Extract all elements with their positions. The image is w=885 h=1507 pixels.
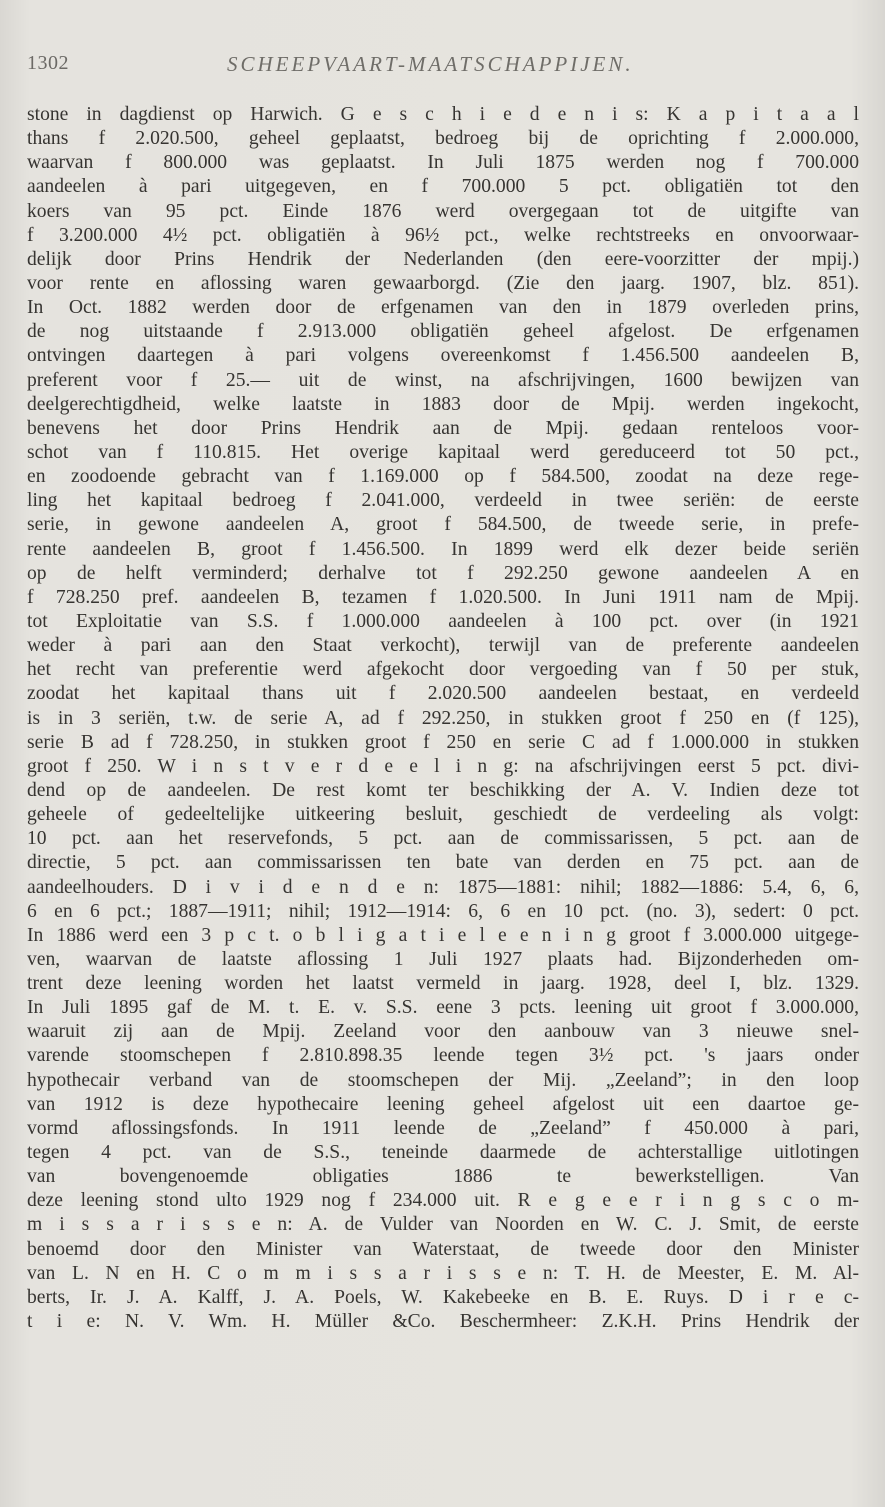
- text-line: en zoodoende gebracht van f 1.169.000 op f 584.500, zoodat na deze rege-: [27, 466, 859, 488]
- text-line: waarvan f 800.000 was geplaatst. In Juli 1875 werden nog f 700.000: [27, 152, 859, 174]
- text-line: delijk door Prins Hendrik der Nederlanden (den eere-voorzitter der mpij.): [27, 248, 859, 270]
- page-number: 1302: [27, 52, 69, 74]
- text-line: de nog uitstaande f 2.913.000 obligatiën geheel afgelost. De erfgenamen: [27, 321, 859, 343]
- text-line: het recht van preferentie werd afgekocht door vergoeding van f 50 per stuk,: [27, 659, 859, 681]
- text-line: geheele of gedeeltelijke uitkeering besluit, geschiedt de verdeeling als volgt:: [27, 804, 859, 826]
- text-line: stone in dagdienst op Harwich. G e s c h i e d e n i s: K a p i t a a l: [27, 104, 859, 125]
- text-line: weder à pari aan den Staat verkocht), terwijl van de preferente aandeelen: [27, 635, 859, 657]
- text-line: waaruit zij aan de Mpij. Zeeland voor den aanbouw van 3 nieuwe snel-: [27, 1021, 859, 1043]
- text-line: koers van 95 pct. Einde 1876 werd overgegaan tot de uitgifte van: [27, 200, 859, 222]
- text-line: varende stoomschepen f 2.810.898.35 leende tegen 3½ pct. 's jaars onder: [27, 1045, 859, 1067]
- text-line: f 3.200.000 4½ pct. obligatiën à 96½ pct., welke rechtstreeks en onvoorwaar-: [27, 224, 859, 246]
- text-line: aandeelhouders. D i v i d e n d e n: 1875—1881: nihil; 1882—1886: 5.4, 6, 6,: [27, 876, 859, 898]
- text-line: ontvingen daartegen à pari volgens overeenkomst f 1.456.500 aandeelen B,: [27, 345, 859, 367]
- text-line: berts, Ir. J. A. Kalff, J. A. Poels, W. Kakebeeke en B. E. Ruys. D i r e c-: [27, 1286, 859, 1308]
- text-line: van 1912 is deze hypothecaire leening geheel afgelost uit een daartoe ge-: [27, 1093, 859, 1115]
- text-line: deze leening stond ulto 1929 nog f 234.000 uit. R e g e e r i n g s c o m-: [27, 1190, 859, 1212]
- text-line: 10 pct. aan het reservefonds, 5 pct. aan de commissarissen, 5 pct. aan de: [27, 828, 859, 850]
- text-line: preferent voor f 25.— uit de winst, na afschrijvingen, 1600 bewijzen van: [27, 369, 859, 391]
- text-line: tegen 4 pct. van de S.S., teneinde daarmede de achterstallige uitlotingen: [27, 1142, 859, 1164]
- text-line: van bovengenoemde obligaties 1886 te bewerkstelligen. Van: [27, 1166, 859, 1188]
- text-line: 6 en 6 pct.; 1887—1911; nihil; 1912—1914: 6, 6 en 10 pct. (no. 3), sedert: 0 pct.: [27, 900, 859, 922]
- text-line: serie, in gewone aandeelen A, groot f 584.500, de tweede serie, in prefe-: [27, 514, 859, 536]
- text-line: serie B ad f 728.250, in stukken groot f 250 en serie C ad f 1.000.000 in stukken: [27, 731, 859, 753]
- text-line: directie, 5 pct. aan commissarissen ten bate van derden en 75 pct. aan de: [27, 852, 859, 874]
- text-line: trent deze leening worden het laatst vermeld in jaarg. 1928, deel I, blz. 1329.: [27, 973, 859, 995]
- text-line: In 1886 werd een 3 p c t. o b l i g a t i e l e e n i n g groot f 3.000.000 uitgege-: [27, 924, 859, 946]
- text-line: tot Exploitatie van S.S. f 1.000.000 aandeelen à 100 pct. over (in 1921: [27, 610, 859, 632]
- text-line: is in 3 seriën, t.w. de serie A, ad f 292.250, in stukken groot f 250 en (f 125),: [27, 707, 859, 729]
- text-line: t i e: N. V. Wm. H. Müller &Co. Beschermheer: Z.K.H. Prins Hendrik der: [27, 1311, 859, 1333]
- text-line: In Juli 1895 gaf de M. t. E. v. S.S. eene 3 pcts. leening uit groot f 3.000.000,: [27, 997, 859, 1019]
- text-line: deelgerechtigdheid, welke laatste in 1883 door de Mpij. werden ingekocht,: [27, 393, 859, 415]
- text-line: hypothecair verband van de stoomschepen der Mij. „Zeeland”; in den loop: [27, 1069, 859, 1091]
- text-line: van L. N en H. C o m m i s s a r i s s e n: T. H. de Meester, E. M. Al-: [27, 1262, 859, 1284]
- text-line: In Oct. 1882 werden door de erfgenamen van den in 1879 overleden prins,: [27, 297, 859, 319]
- text-line: ven, waarvan de laatste aflossing 1 Juli 1927 plaats had. Bijzonderheden om-: [27, 948, 859, 970]
- text-line: benevens het door Prins Hendrik aan de Mpij. gedaan renteloos voor-: [27, 417, 859, 439]
- text-line: dend op de aandeelen. De rest komt ter beschikking der A. V. Indien deze tot: [27, 779, 859, 801]
- text-line: vormd aflossingsfonds. In 1911 leende de „Zeeland” f 450.000 à pari,: [27, 1117, 859, 1139]
- text-line: schot van f 110.815. Het overige kapitaal werd gereduceerd tot 50 pct.,: [27, 441, 859, 463]
- body-text: [27, 103, 859, 1334]
- text-line: benoemd door den Minister van Waterstaat, de tweede door den Minister: [27, 1238, 859, 1260]
- text-line: thans f 2.020.500, geheel geplaatst, bedroeg bij de oprichting f 2.000.000,: [27, 128, 859, 150]
- text-line: ling het kapitaal bedroeg f 2.041.000, verdeeld in twee seriën: de eerste: [27, 490, 859, 512]
- running-head: [27, 46, 859, 86]
- text-line: rente aandeelen B, groot f 1.456.500. In 1899 werd elk dezer beide seriën: [27, 538, 859, 560]
- text-line: aandeelen à pari uitgegeven, en f 700.000 5 pct. obligatiën tot den: [27, 176, 859, 198]
- text-line: zoodat het kapitaal thans uit f 2.020.500 aandeelen bestaat, en verdeeld: [27, 683, 859, 705]
- text-line: groot f 250. W i n s t v e r d e e l i n g: na afschrijvingen eerst 5 pct. divi-: [27, 755, 859, 777]
- text-line: op de helft verminderd; derhalve tot f 292.250 gewone aandeelen A en: [27, 562, 859, 584]
- text-line: m i s s a r i s s e n: A. de Vulder van Noorden en W. C. J. Smit, de eerste: [27, 1214, 859, 1236]
- text-line: voor rente en aflossing waren gewaarborgd. (Zie den jaarg. 1907, blz. 851).: [27, 272, 859, 294]
- text-line: f 728.250 pref. aandeelen B, tezamen f 1.020.500. In Juni 1911 nam de Mpij.: [27, 586, 859, 608]
- running-title: SCHEEPVAART-MAATSCHAPPIJEN.: [227, 52, 634, 76]
